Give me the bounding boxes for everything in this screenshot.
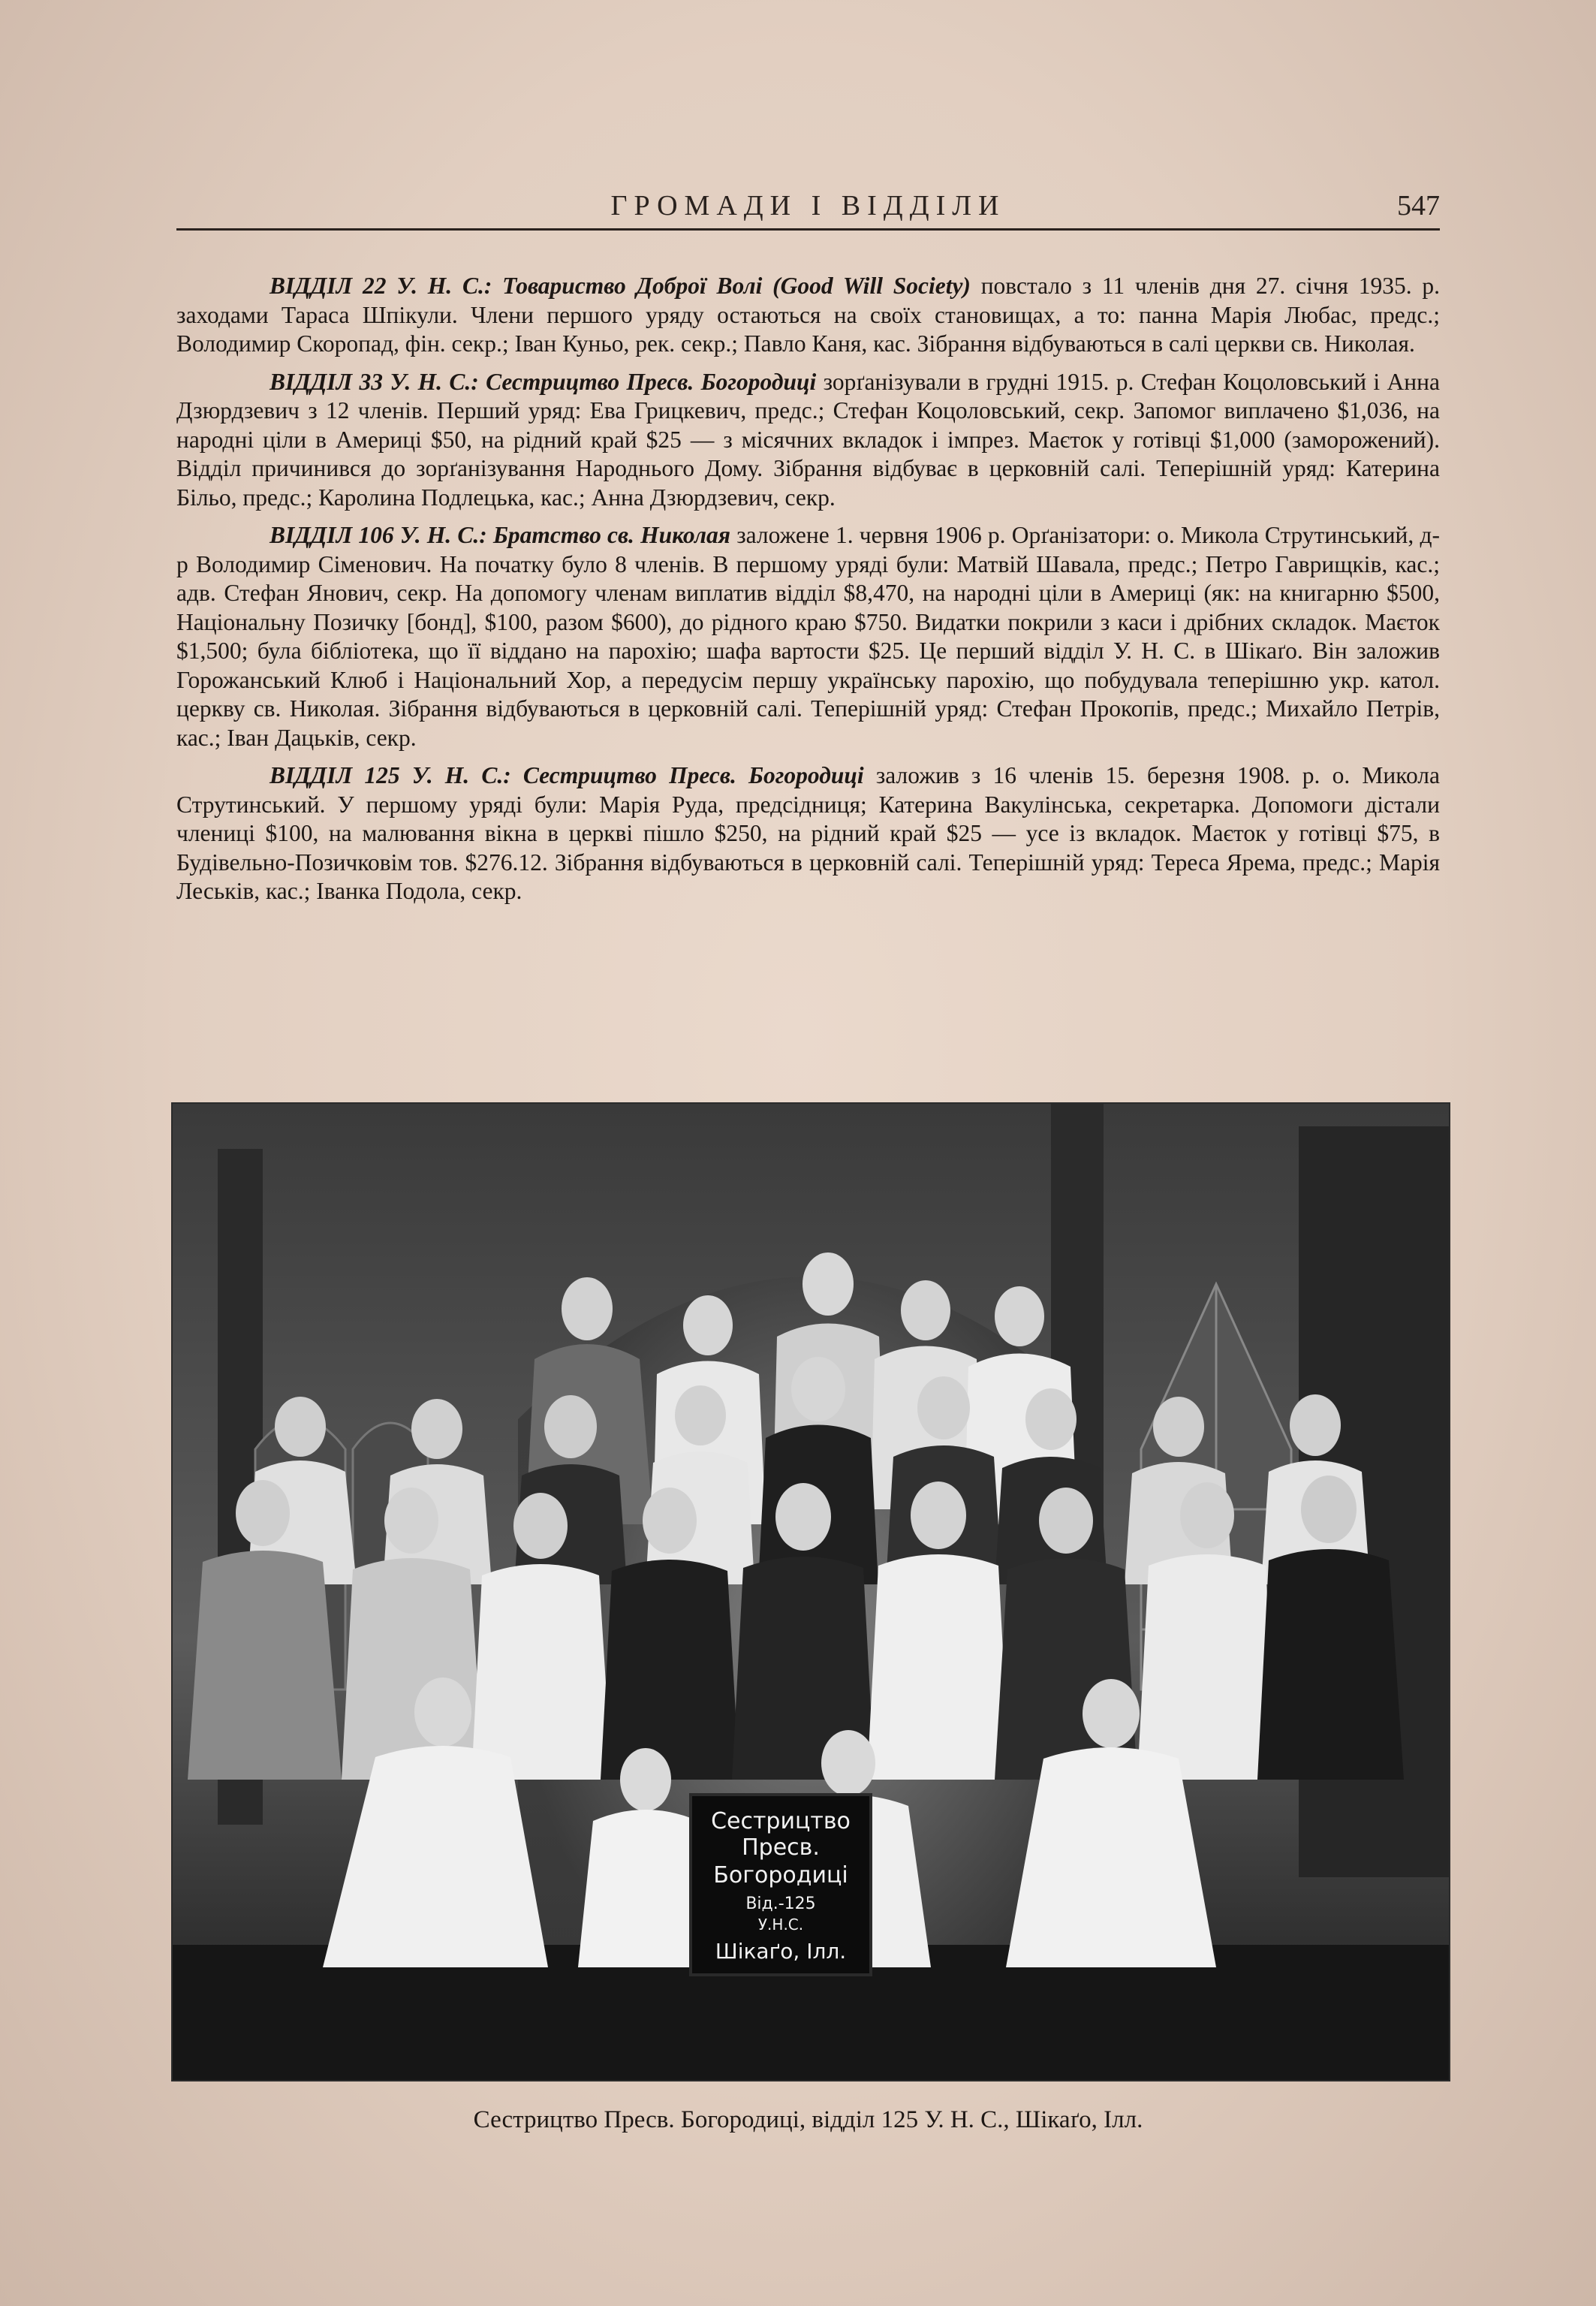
sign-line-5: У.Н.С. — [757, 1916, 804, 1934]
sign-line-6: Шікаґо, Ілл. — [715, 1939, 847, 1964]
paragraph-text: заложене 1. червня 1906 р. Орґанізатори: о. Микола Струтинський, д-р Володимир Сіменович. На початку було 8 членів. В першому уряді були: Матвій Шавала, предс.; Петро Гаврищків, кас.; адв. Стефан Янович, секр. На допомогу членам виплатив відділ $8,470, на народні ціли в Америці (як: на книгарню $500, Національну Позичку [бонд], $100, разом $600), до рідного краю $750. Видатки покрили з каси і дрібних складок. Маєток $1,500; була бібліотека, що її віддано на парохію; шафа вартости $25. Це перший відділ У. Н. С. в Шікаґо. Він заложив Горожанський Клюб і Національний Хор, а передусім першу українську парохію, що побудувала теперішню укр. катол. церкву св. Николая. Зібрання відбуваються в церковній салі. Теперішній уряд: Стефан Прокопів, предс.; Михайло Петрів, кас.; Іван Дацьків, секр. — [176, 522, 1440, 751]
group-photo — [173, 1104, 1449, 2080]
paragraph-branch-125 — [176, 761, 1440, 906]
group-photo-illustration — [173, 1104, 1449, 2080]
chalkboard-sign — [691, 1795, 871, 1975]
sign-line-1: Сестрицтво — [711, 1808, 851, 1834]
photo-caption: Сестрицтво Пресв. Богородиці, відділ 125 У. Н. С., Шікаґо, Ілл. — [473, 2106, 1143, 2133]
paragraph-title: ВІДДІЛ 125 У. Н. С.: Сестрицтво Пресв. Богородиці — [270, 762, 864, 788]
sign-line-4: Від.-125 — [745, 1895, 816, 1913]
page-number: 547 — [1397, 190, 1440, 222]
paragraph-text: заложив з 16 членів 15. березня 1908. р. о. Микола Струтинський. У першому уряді були: Марія Руда, предсідниця; Катерина Вакулінська, секретарка. Допомоги дістали члениці $100, на малювання вікна в церкві пішло $250, на рідний край $25 — усе із вкладок. Маєток у готівці $75, в Будівельно-Позичковім тов. $276.12. Зібрання відбуваються в церковній салі. Теперішній уряд: Тереса Ярема, предс.; Марія Леськів, кас.; Іванка Подола, секр. — [176, 762, 1441, 904]
paragraph-text: зорґанізували в грудні 1915. р. Стефан Коцоловський і Анна Дзюрдзевич з 12 членів. Перший уряд: Ева Грицкевич, предс.; Стефан Коцоловський, секр. Запомог виплачено $1,036, на народні ціли в Америці $50, на рідний край $25 — з місячних вкладок і імпрез. Маєток у готівці $1,000 (заморожений). Відділ причинився до зорґанізування Народнього Дому. Зібрання відбуває в церковній салі. Теперішній уряд: Катерина Більо, предс.; Каролина Подлецька, кас.; Анна Дзюрдзевич, секр. — [176, 368, 1441, 511]
paragraph-title: ВІДДІЛ 22 У. Н. С.: Товариство Доброї Волі (Good Will Society) — [270, 273, 971, 299]
page-header — [176, 189, 1440, 231]
paragraph-text: повстало з 11 членів дня 27. січня 1935. р. заходами Тараса Шпікули. Члени першого уряду остаються на своїх становищах, а то: панна Марія Любас, предс.; Володимир Скоропад, фін. секр.; Іван Куньо, рек. секр.; Павло Каня, кас. Зібрання відбуваються в салі церкви св. Николая. — [176, 273, 1440, 357]
paragraph-branch-33 — [176, 368, 1440, 513]
sign-line-3: Богородиці — [713, 1862, 848, 1889]
paragraph-branch-22 — [176, 272, 1440, 359]
body-text — [176, 272, 1440, 915]
sign-line-2: Пресв. — [742, 1834, 820, 1861]
paragraph-title: ВІДДІЛ 33 У. Н. С.: Сестрицтво Пресв. Богородиці — [270, 368, 817, 395]
running-head: ГРОМАДИ І ВІДДІЛИ — [610, 190, 1006, 222]
paragraph-title: ВІДДІЛ 106 У. Н. С.: Братство св. Николая — [270, 522, 731, 548]
paragraph-branch-106 — [176, 521, 1440, 752]
